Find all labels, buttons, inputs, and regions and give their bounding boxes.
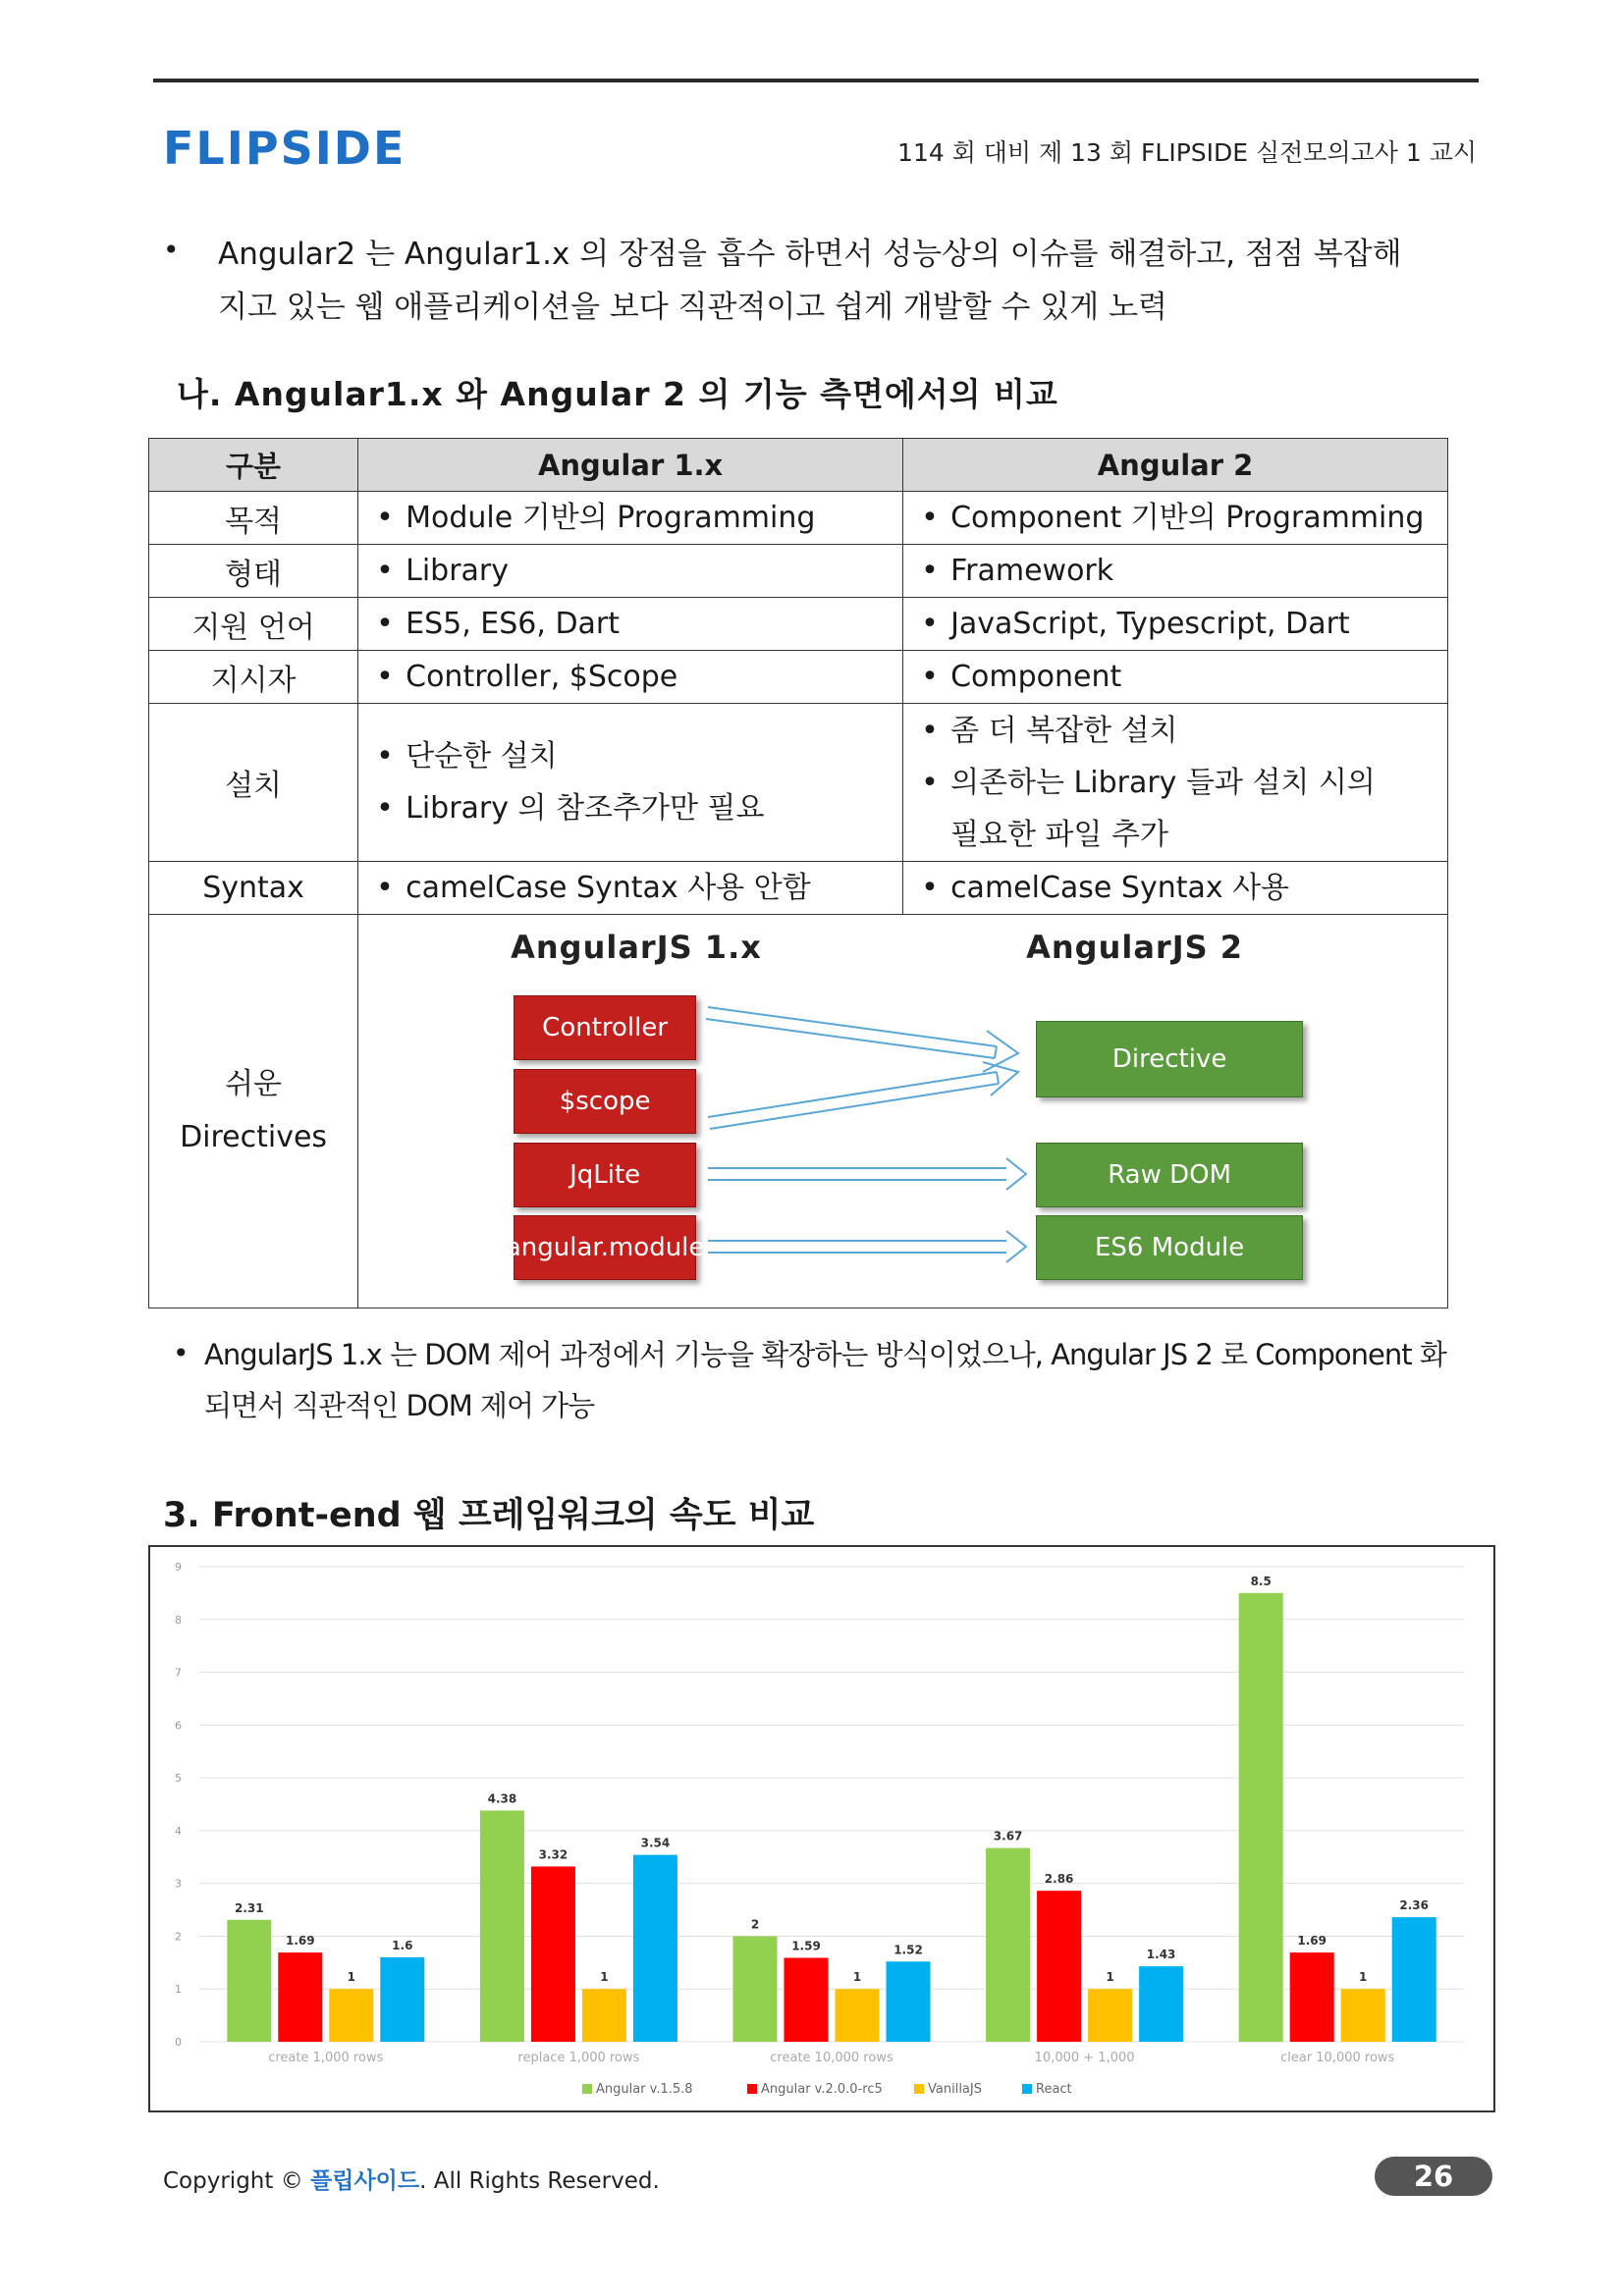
install-a1-item: • 단순한 설치	[372, 730, 889, 782]
table-row-syntax	[149, 862, 1448, 915]
data-label: 1	[1106, 1970, 1114, 1985]
row-a2-text: • Component 기반의 Programming	[917, 492, 1434, 544]
note-bullet-icon: •	[173, 1337, 189, 1369]
note-paragraph	[204, 1329, 1461, 1431]
data-label: 3.54	[640, 1836, 671, 1850]
row-a1-cell	[358, 598, 903, 651]
controller-box: Controller	[514, 995, 696, 1060]
row-label: 지시자	[149, 651, 358, 704]
data-label: 1	[600, 1970, 609, 1985]
y-tick-label: 9	[175, 1561, 182, 1574]
data-label: 8.5	[1250, 1574, 1272, 1588]
legend-label: React	[1036, 2082, 1072, 2097]
bar	[278, 1952, 322, 2042]
y-tick-label: 7	[175, 1666, 182, 1680]
legend-swatch	[1022, 2084, 1032, 2094]
syntax-a1-text: • camelCase Syntax 사용 안함	[372, 862, 889, 914]
row-a2-text: • JavaScript, Typescript, Dart	[917, 598, 1434, 650]
bar	[785, 1957, 829, 2042]
y-tick-label: 3	[175, 1877, 182, 1891]
bar	[531, 1866, 575, 2042]
angular-module-box: angular.module	[514, 1215, 696, 1280]
row-label: 목적	[149, 492, 358, 545]
row-a1-text: • Library	[372, 545, 889, 597]
x-tick-label: create 1,000 rows	[268, 2051, 384, 2065]
bar	[836, 1989, 880, 2042]
bar	[582, 1989, 626, 2042]
intro-line-1: Angular2 는 Angular1.x 의 장점을 흡수 하면서 성능상의 이슈를 해결하고, 점점 복잡해	[218, 237, 1402, 272]
data-label: 1.69	[285, 1934, 315, 1949]
row-a2-cell	[903, 492, 1448, 545]
bar	[1088, 1989, 1132, 2042]
data-label: 1.69	[1297, 1934, 1327, 1949]
row-a2-cell	[903, 545, 1448, 598]
diagram-right-title: AngularJS 2	[1026, 929, 1244, 966]
scope-box: $scope	[514, 1069, 696, 1134]
intro-bullet-icon: •	[163, 234, 180, 266]
bar	[380, 1957, 424, 2042]
jqlite-box: JqLite	[514, 1143, 696, 1207]
footer-copyright	[163, 2163, 660, 2195]
row-a1-cell	[358, 651, 903, 704]
row-a1-cell	[358, 545, 903, 598]
data-label: 2.86	[1044, 1872, 1074, 1887]
syntax-a2-cell	[903, 862, 1448, 915]
comparison-table	[148, 438, 1448, 1308]
header-angular1: Angular 1.x	[358, 439, 903, 492]
data-label: 1	[1359, 1970, 1368, 1985]
x-tick-label: replace 1,000 rows	[517, 2051, 640, 2065]
row-a1-text: • Module 기반의 Programming	[372, 492, 889, 544]
data-label: 1	[852, 1970, 862, 1985]
bar	[1139, 1966, 1183, 2042]
directives-label-1: 쉬운	[225, 1067, 283, 1101]
x-tick-label: clear 10,000 rows	[1280, 2051, 1395, 2065]
note-line-1: AngularJS 1.x 는 DOM 제어 과정에서 기능을 확장하는 방식이었으나, Angular JS 2 로 Component 화	[204, 1338, 1446, 1371]
section-na-title: 나. Angular1.x 와 Angular 2 의 기능 측면에서의 비교	[177, 375, 1058, 413]
y-tick-label: 5	[175, 1772, 182, 1786]
footer-brand: 플립사이드	[310, 2168, 420, 2194]
table-row-install	[149, 704, 1448, 862]
bar	[887, 1961, 931, 2042]
row-a2-cell	[903, 651, 1448, 704]
row-a2-cell	[903, 598, 1448, 651]
y-tick-label: 1	[175, 1983, 182, 1997]
row-label: 지원 언어	[149, 598, 358, 651]
page-number-badge: 26	[1375, 2157, 1492, 2196]
legend-swatch	[582, 2084, 592, 2094]
data-label: 3.32	[538, 1847, 568, 1862]
copyright-suffix: . All Rights Reserved.	[419, 2168, 660, 2194]
bar	[329, 1989, 373, 2042]
install-a2-item-cont: 필요한 파일 추가	[950, 817, 1168, 852]
directives-diagram	[358, 915, 1442, 1308]
bar	[733, 1936, 778, 2042]
install-a1-item: • Library 의 참조추가만 필요	[372, 782, 889, 834]
data-label: 1.6	[392, 1938, 413, 1952]
header-title: 114 회 대비 제 13 회 FLIPSIDE 실전모의고사 1 교시	[897, 138, 1477, 167]
install-a1-cell	[358, 704, 903, 862]
bar	[633, 1855, 677, 2042]
directive-box: Directive	[1036, 1021, 1303, 1097]
flipside-logo: FLIPSIDE	[163, 122, 406, 175]
data-label: 1.52	[893, 1943, 923, 1957]
row-a2-text: • Component	[917, 651, 1434, 703]
data-label: 1.43	[1146, 1948, 1176, 1962]
bar	[986, 1848, 1030, 2042]
row-a1-text: • ES5, ES6, Dart	[372, 598, 889, 650]
y-tick-label: 6	[175, 1719, 182, 1733]
data-label: 1.59	[791, 1939, 821, 1953]
bar	[1239, 1593, 1283, 2042]
arrow-jqlite-rawdom	[708, 1158, 1026, 1190]
y-tick-label: 0	[175, 2036, 182, 2049]
bar	[227, 1920, 271, 2042]
install-label: 설치	[149, 704, 358, 862]
legend-swatch	[914, 2084, 924, 2094]
data-label: 2	[750, 1917, 760, 1932]
arrows-layer	[358, 915, 1442, 1308]
bar	[480, 1810, 524, 2042]
syntax-label: Syntax	[149, 862, 358, 915]
data-label: 2.31	[234, 1900, 264, 1915]
note-line-2: 되면서 직관적인 DOM 제어 가능	[204, 1389, 595, 1422]
install-a2-cell	[903, 704, 1448, 862]
header-rule	[153, 79, 1479, 82]
speed-chart-frame	[148, 1545, 1495, 2112]
table-row-directives	[149, 915, 1448, 1308]
syntax-a1-cell	[358, 862, 903, 915]
row-a2-text: • Framework	[917, 545, 1434, 597]
legend-label: Angular v.1.5.8	[596, 2082, 693, 2097]
row-label: 형태	[149, 545, 358, 598]
directives-diagram-cell	[358, 915, 1448, 1308]
directives-label-2: Directives	[180, 1120, 328, 1154]
diagram-left-title: AngularJS 1.x	[511, 929, 762, 966]
arrow-controller-directive	[706, 1007, 1018, 1072]
y-tick-label: 4	[175, 1824, 182, 1838]
intro-line-2: 지고 있는 웹 애플리케이션을 보다 직관적이고 쉽게 개발할 수 있게 노력	[218, 290, 1167, 325]
section-3-title: 3. Front-end 웹 프레임워크의 속도 비교	[163, 1496, 815, 1535]
copyright-prefix: Copyright ©	[163, 2168, 303, 2194]
arrow-module-es6	[708, 1231, 1026, 1262]
table-row	[149, 598, 1448, 651]
header-angular2: Angular 2	[903, 439, 1448, 492]
legend-swatch	[747, 2084, 757, 2094]
row-a1-text: • Controller, $Scope	[372, 651, 889, 703]
table-row	[149, 651, 1448, 704]
bar	[1037, 1891, 1081, 2042]
legend-label: Angular v.2.0.0-rc5	[761, 2082, 883, 2097]
legend-label: VanillaJS	[928, 2082, 982, 2097]
es6-module-box: ES6 Module	[1036, 1215, 1303, 1280]
bar	[1392, 1917, 1436, 2042]
raw-dom-box: Raw DOM	[1036, 1143, 1303, 1207]
data-label: 2.36	[1399, 1898, 1430, 1913]
table-row	[149, 545, 1448, 598]
install-a2-item: • 좀 더 복잡한 설치	[917, 705, 1434, 757]
install-a2-item: • 의존하는 Library 들과 설치 시의	[917, 757, 1434, 809]
data-label: 4.38	[487, 1791, 517, 1806]
data-label: 3.67	[993, 1829, 1023, 1843]
data-label: 1	[347, 1970, 355, 1985]
bar	[1290, 1952, 1334, 2042]
table-row	[149, 492, 1448, 545]
y-tick-label: 8	[175, 1613, 182, 1627]
table-header-row	[149, 439, 1448, 492]
speed-chart	[150, 1547, 1493, 2110]
directives-label-cell	[149, 915, 358, 1308]
row-a1-cell	[358, 492, 903, 545]
syntax-a2-text: • camelCase Syntax 사용	[917, 862, 1434, 914]
y-tick-label: 2	[175, 1930, 182, 1944]
header-category: 구분	[149, 439, 358, 492]
bar	[1341, 1989, 1385, 2042]
x-tick-label: create 10,000 rows	[770, 2051, 893, 2065]
x-tick-label: 10,000 + 1,000	[1034, 2051, 1135, 2065]
arrow-scope-directive	[708, 1062, 1018, 1129]
intro-paragraph	[218, 228, 1455, 334]
